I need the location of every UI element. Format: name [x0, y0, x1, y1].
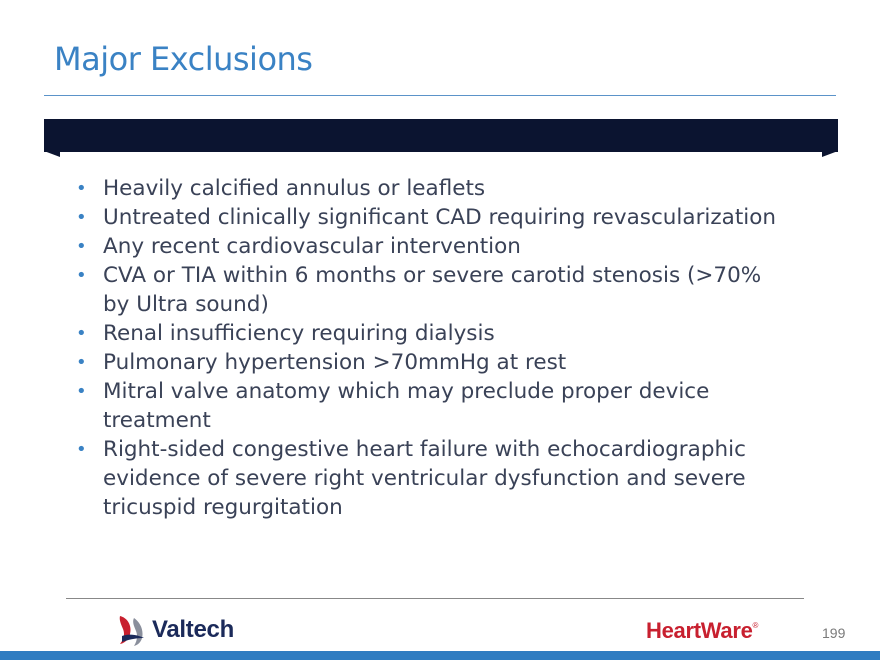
bullet-icon: • [76, 236, 87, 257]
list-item: • Renal insufficiency requiring dialysis [76, 321, 495, 346]
bullet-icon: • [76, 439, 87, 460]
heartware-wordmark: HeartWare [646, 618, 753, 643]
banner-left-tab [44, 151, 60, 157]
list-item: • Untreated clinically significant CAD requiring revascularization [76, 205, 777, 230]
bullet-icon: • [76, 178, 87, 199]
footer-divider [66, 598, 804, 599]
bullet-icon: • [76, 381, 87, 402]
header-banner [44, 119, 838, 152]
valtech-wordmark: Valtech [152, 616, 234, 643]
list-item: • Right-sided congestive heart failure with echocardiographic evidence of severe right ventricular dysfunction and severe tricuspid regurgitation [76, 437, 746, 520]
banner-right-tab [822, 151, 838, 157]
registered-mark: ® [752, 621, 759, 630]
list-item: • Any recent cardiovascular intervention [76, 234, 521, 259]
list-item: • Heavily calcified annulus or leaflets [76, 176, 486, 201]
title-divider [44, 95, 836, 96]
bullet-icon: • [76, 265, 87, 286]
list-item: • CVA or TIA within 6 months or severe carotid stenosis (>70% by Ultra sound) [76, 263, 762, 317]
valtech-mark-icon [114, 612, 150, 648]
bullet-icon: • [76, 207, 87, 228]
slide-title: Major Exclusions [54, 40, 313, 78]
exclusion-list [74, 174, 794, 522]
list-item: • Pulmonary hypertension >70mmHg at rest [76, 350, 567, 375]
bullet-icon: • [76, 323, 87, 344]
list-item: • Mitral valve anatomy which may preclude proper device treatment [76, 379, 710, 433]
footer-bar [0, 651, 880, 660]
valtech-logo [114, 612, 234, 648]
page-number: 199 [822, 625, 846, 641]
bullet-icon: • [76, 352, 87, 373]
heartware-logo [646, 618, 758, 644]
